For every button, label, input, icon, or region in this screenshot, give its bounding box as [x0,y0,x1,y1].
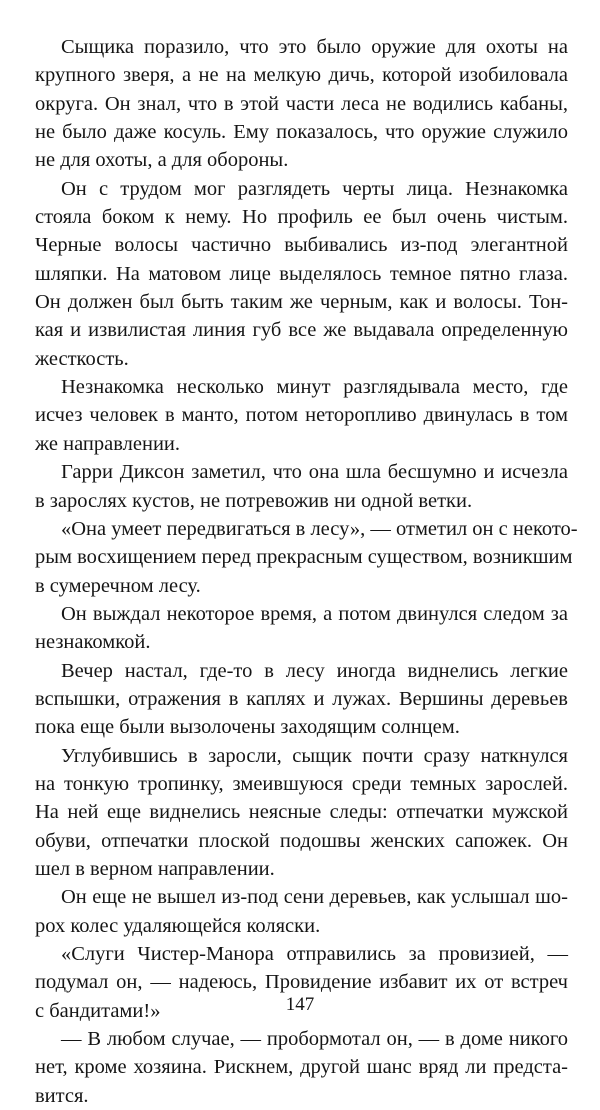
page-body-text [35,33,578,1110]
text-line: же направлении. [35,432,181,455]
text-line: Незнакомка несколько минут разглядывала место, где [61,376,568,399]
text-line: в зарослях кустов, не потревожив ни одной ветки. [35,489,473,512]
text-line: крупного зверя, а не на мелкую дичь, которой изобиловала [35,64,568,87]
text-line: Он выждал некоторое время, а потом двинулся следом за [61,602,568,625]
text-line: Вечер настал, где-то в лесу иногда виднелись легкие [61,659,568,682]
text-line: «Она умеет передвигаться в лесу», — отметил он с некото- [61,517,578,540]
paragraph [35,515,578,600]
text-line: с бандитами!» [35,999,161,1022]
paragraph [35,33,568,175]
text-line: рох колес удаляющейся коляски. [35,914,321,937]
text-line: Он еще не вышел из-под сени деревьев, как услышал шо- [61,886,568,909]
text-line: подумал он, — надеюсь, Провидение избавит их от встреч [35,971,568,994]
text-line: «Слуги Чистер-Манора отправились за провизией, — [61,943,568,965]
text-line: шляпки. На матовом лице выделялось темное пятно глаза. [35,262,568,285]
text-line: стояла боком к нему. Но профиль ее был очень чистым. [35,206,568,229]
text-line: пока еще были вызолочены заходящим солнцем. [35,716,460,739]
text-line: рым восхищением перед прекрасным существом, возникшим [35,546,573,569]
text-line: Он должен был быть таким же черным, как и волосы. Тон- [35,291,568,314]
text-line: шел в верном направлении. [35,857,275,880]
text-line: — В любом случае, — пробормотал он, — в доме никого [61,1028,568,1051]
text-line: Он с трудом мог разглядеть черты лица. Незнакомка [61,177,568,200]
text-line: исчез человек в манто, потом неторопливо двинулась в том [35,404,568,427]
page-number: 147 [285,994,315,1015]
paragraph [35,373,568,458]
text-line: не для охоты, а для обороны. [35,149,289,172]
text-line: в сумеречном лесу. [35,574,201,597]
text-line: нет, кроме хозяина. Рискнем, другой шанс вряд ли предста- [35,1056,568,1079]
paragraph [35,600,568,657]
paragraph [35,883,568,940]
text-line: кая и извилистая линия губ все же выдавала определенную [35,319,568,342]
paragraph [35,657,568,742]
text-line: Сыщика поразило, что это было оружие для охоты на [61,36,568,58]
text-line: обуви, отпечатки плоской подошвы женских сапожек. Он [35,829,568,852]
text-line: Углубившись в заросли, сыщик почти сразу наткнулся [61,744,568,767]
text-line: Гарри Диксон заметил, что она шла бесшумно и исчезла [61,461,568,484]
text-line: округа. Он знал, что в этой части леса не водились кабаны, [35,92,568,115]
paragraph [35,1025,568,1110]
text-line: на тонкую тропинку, змеившуюся среди темных зарослей. [35,772,568,795]
paragraph [35,175,568,373]
text-line: незнакомкой. [35,631,151,654]
paragraph [35,742,568,884]
text-line: На ней еще виднелись неясные следы: отпечатки мужской [35,801,568,824]
text-line: не было даже косуль. Ему показалось, что оружие служило [35,121,568,144]
text-line: вится. [35,1084,89,1107]
text-line: жесткость. [35,347,129,370]
text-line: вспышки, отражения в каплях и лужах. Вершины деревьев [35,687,568,710]
text-line: Черные волосы частично выбивались из-под элегантной [35,234,568,257]
paragraph [35,458,568,515]
